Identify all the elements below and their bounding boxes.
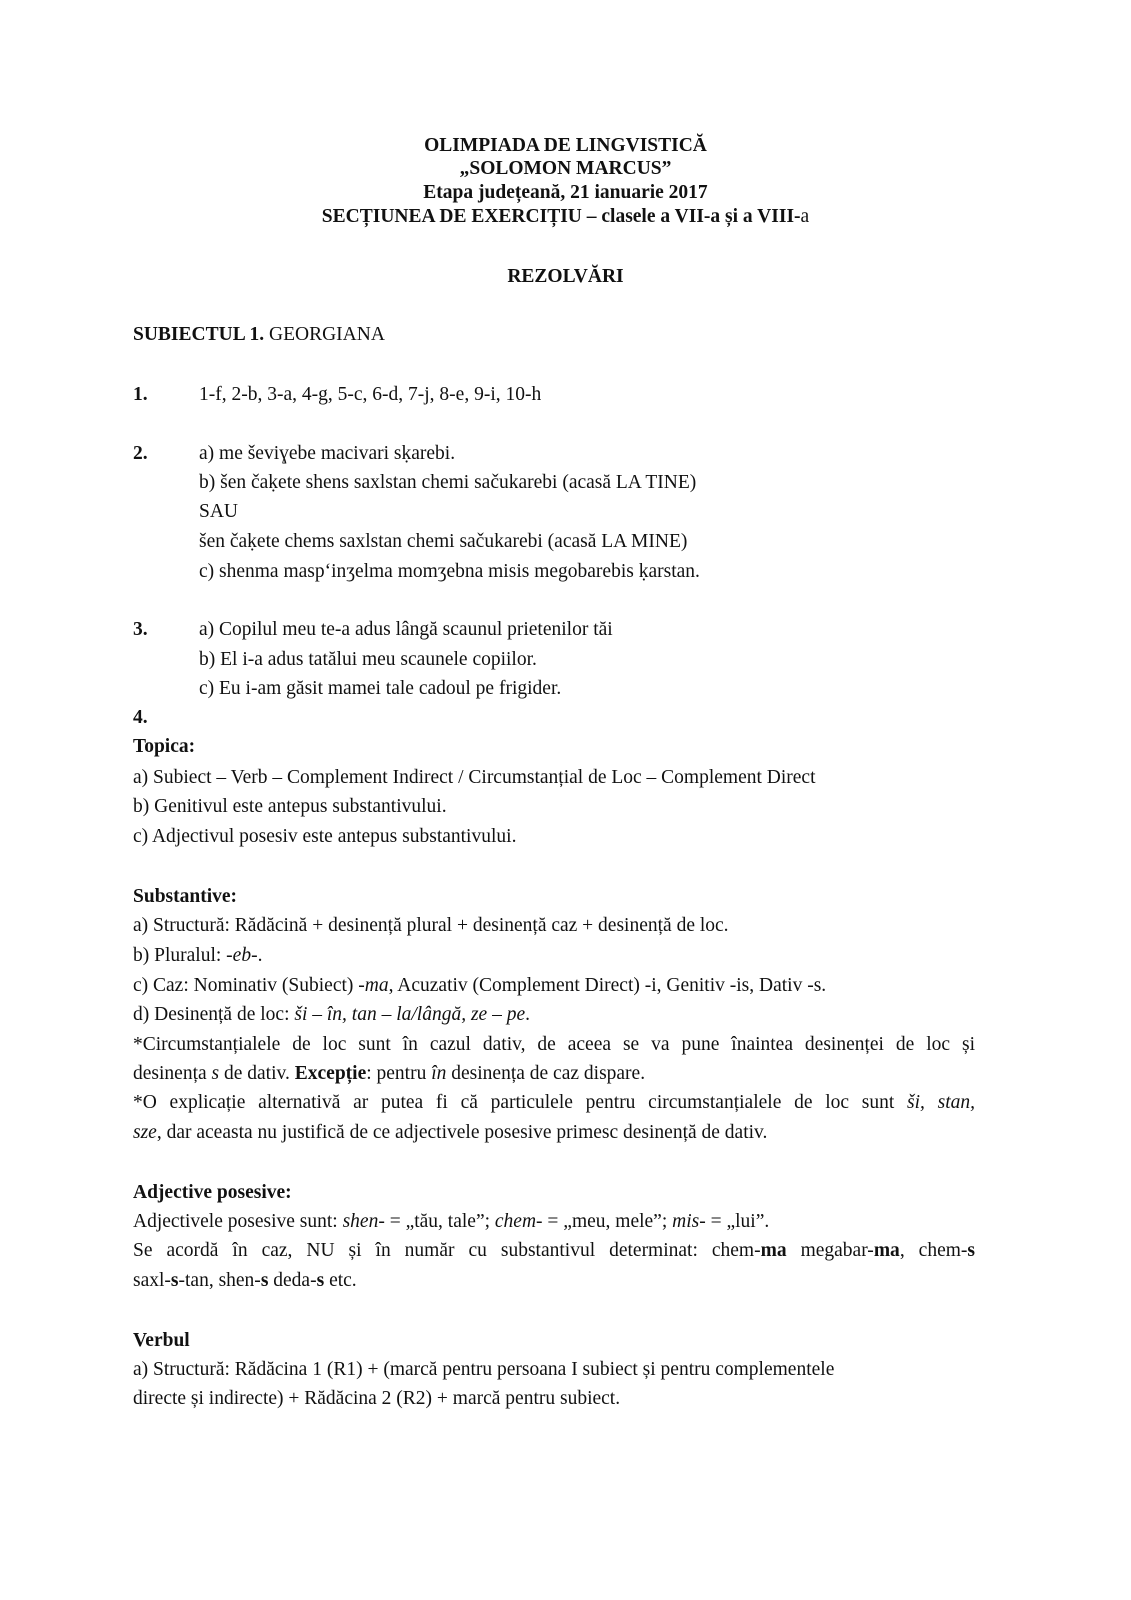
text-segment: c) Adjectivul posesiv este antepus substantivului. xyxy=(133,826,517,847)
text-segment: = „lui”. xyxy=(705,1211,770,1232)
text-segment: „SOLOMON MARCUS” xyxy=(459,158,672,179)
text-segment: = „tău, tale”; xyxy=(384,1211,495,1232)
text-segment: -ma xyxy=(358,975,389,996)
text-segment: a xyxy=(800,206,810,227)
text-segment: Excepție xyxy=(294,1063,367,1084)
text-line xyxy=(199,498,238,526)
text-segment: SUBIECTUL 1. xyxy=(133,324,265,345)
text-segment: d) Desinență de loc: xyxy=(133,1004,295,1025)
text-line xyxy=(133,1237,975,1265)
text-line xyxy=(199,528,687,556)
text-segment: a) Structură: Rădăcina 1 (R1) + (marcă pentru persoana I subiect și pentru complementele xyxy=(133,1359,835,1380)
text-line xyxy=(199,646,537,674)
item-number: 1. xyxy=(133,384,148,405)
text-line xyxy=(133,793,447,821)
text-segment: , chem- xyxy=(899,1240,968,1261)
text-line xyxy=(133,1267,357,1295)
text-segment: : pentru xyxy=(366,1063,432,1084)
text-segment: deda- xyxy=(268,1270,317,1291)
text-line xyxy=(133,1356,834,1384)
text-line xyxy=(133,823,516,851)
text-line xyxy=(133,1060,645,1088)
text-segment: megabar- xyxy=(786,1240,874,1261)
text-segment: s xyxy=(260,1270,269,1291)
heading-line xyxy=(0,263,1131,291)
text-line xyxy=(133,616,613,644)
text-segment: ši – în, tan – la/lângă, ze – pe xyxy=(294,1004,526,1025)
text-segment: shen- xyxy=(342,1211,385,1232)
text-segment: s xyxy=(967,1240,975,1261)
text-segment: Etapa județeană, 21 ianuarie 2017 xyxy=(423,182,708,203)
text-segment: -tan, shen- xyxy=(178,1270,261,1291)
text-segment: ši, stan, xyxy=(907,1092,976,1113)
text-segment: SAU xyxy=(199,501,239,522)
text-segment: ma xyxy=(873,1240,900,1261)
text-line xyxy=(199,558,700,586)
text-segment: 1-f, 2-b, 3-a, 4-g, 5-c, 6-d, 7-j, 8-e, 9-i, 10-h xyxy=(199,384,542,405)
text-line xyxy=(133,1385,620,1413)
text-segment: mis- xyxy=(672,1211,706,1232)
text-segment: a) me ševiɣebe macivari sḳarebi. xyxy=(199,443,456,464)
text-segment: s xyxy=(316,1270,325,1291)
text-segment: 4. xyxy=(133,707,148,728)
text-segment: b) šen čaḳete shens saxlstan chemi sačukarebi (acasă LA TINE) xyxy=(199,472,697,493)
text-segment: *Circumstanțialele de loc sunt în cazul dativ, de aceea se va pune înaintea desinenței de loc și xyxy=(133,1034,975,1055)
text-segment: saxl- xyxy=(133,1270,171,1291)
text-segment: GEORGIANA xyxy=(264,324,385,345)
text-line xyxy=(133,733,195,761)
text-segment: . xyxy=(525,1004,530,1025)
text-line xyxy=(133,440,456,468)
text-segment: a) Copilul meu te-a adus lângă scaunul prietenilor tăi xyxy=(199,619,613,640)
text-line xyxy=(133,1179,292,1207)
text-segment: de dativ. xyxy=(219,1063,295,1084)
text-line xyxy=(133,1119,767,1147)
text-segment: c) shenma maspʻinʒelma momʒebna misis megobarebis ḳarstan. xyxy=(199,561,700,582)
text-segment: în xyxy=(431,1063,447,1084)
text-segment: REZOLVĂRI xyxy=(507,266,624,287)
text-line xyxy=(133,1208,769,1236)
text-segment: Topica: xyxy=(133,736,196,757)
text-segment: sze xyxy=(133,1122,157,1143)
text-line xyxy=(133,912,729,940)
text-segment: , Acuzativ (Complement Direct) -i, Genitiv -is, Dativ -s. xyxy=(388,975,827,996)
text-segment: . xyxy=(257,945,263,966)
text-segment: b) Genitivul este antepus substantivului. xyxy=(133,796,447,817)
text-segment: SECȚIUNEA DE EXERCIȚIU – clasele a VII-a și a VIII- xyxy=(321,206,801,227)
text-segment: Adjectivele posesive sunt: xyxy=(133,1211,343,1232)
text-line xyxy=(133,1327,190,1355)
text-line xyxy=(133,1089,975,1117)
text-segment: desinența xyxy=(133,1063,212,1084)
text-line xyxy=(133,381,542,409)
text-segment: -eb- xyxy=(226,945,258,966)
text-line xyxy=(133,764,816,792)
text-line xyxy=(199,675,561,703)
text-segment: s xyxy=(211,1063,220,1084)
text-segment: a) Subiect – Verb – Complement Indirect / Circumstanțial de Loc – Complement Direct xyxy=(133,767,816,788)
item-number: 2. xyxy=(133,443,148,464)
text-line xyxy=(133,704,148,732)
text-segment: Verbul xyxy=(133,1330,190,1351)
text-line xyxy=(133,972,826,1000)
text-segment: , dar aceasta nu justifică de ce adjectivele posesive primesc desinență de dativ. xyxy=(156,1122,768,1143)
text-segment: c) Caz: Nominativ (Subiect) xyxy=(133,975,359,996)
text-line xyxy=(133,321,385,349)
text-segment: directe și indirecte) + Rădăcina 2 (R2) + marcă pentru subiect. xyxy=(133,1388,621,1409)
text-line xyxy=(133,1001,530,1029)
text-segment: Substantive: xyxy=(133,886,238,907)
text-segment: b) El i-a adus tatălui meu scaunele copiilor. xyxy=(199,649,537,670)
text-segment: etc. xyxy=(324,1270,357,1291)
text-segment: šen čaḳete chems saxlstan chemi sačukarebi (acasă LA MINE) xyxy=(199,531,688,552)
text-segment: a) Structură: Rădăcină + desinență plural + desinență caz + desinență de loc. xyxy=(133,915,729,936)
text-segment: s xyxy=(170,1270,179,1291)
text-line xyxy=(133,883,237,911)
item-number: 3. xyxy=(133,619,148,640)
text-line xyxy=(133,1031,975,1059)
text-line xyxy=(199,469,696,497)
text-segment: *O explicație alternativă ar putea fi că particulele pentru circumstanțialele de loc sunt xyxy=(133,1092,908,1113)
text-segment: desinența de caz dispare. xyxy=(446,1063,646,1084)
text-segment: OLIMPIADA DE LINGVISTICĂ xyxy=(424,135,707,156)
text-segment: chem- xyxy=(494,1211,543,1232)
text-segment: Adjective posesive: xyxy=(133,1182,292,1203)
text-segment: c) Eu i-am găsit mamei tale cadoul pe frigider. xyxy=(199,678,562,699)
text-line xyxy=(133,942,262,970)
heading-line xyxy=(0,203,1131,231)
text-segment: = „meu, mele”; xyxy=(542,1211,673,1232)
text-segment: b) Pluralul: xyxy=(133,945,227,966)
text-segment: Se acordă în caz, NU și în număr cu substantivul determinat: chem- xyxy=(133,1240,761,1261)
text-segment: ma xyxy=(760,1240,787,1261)
